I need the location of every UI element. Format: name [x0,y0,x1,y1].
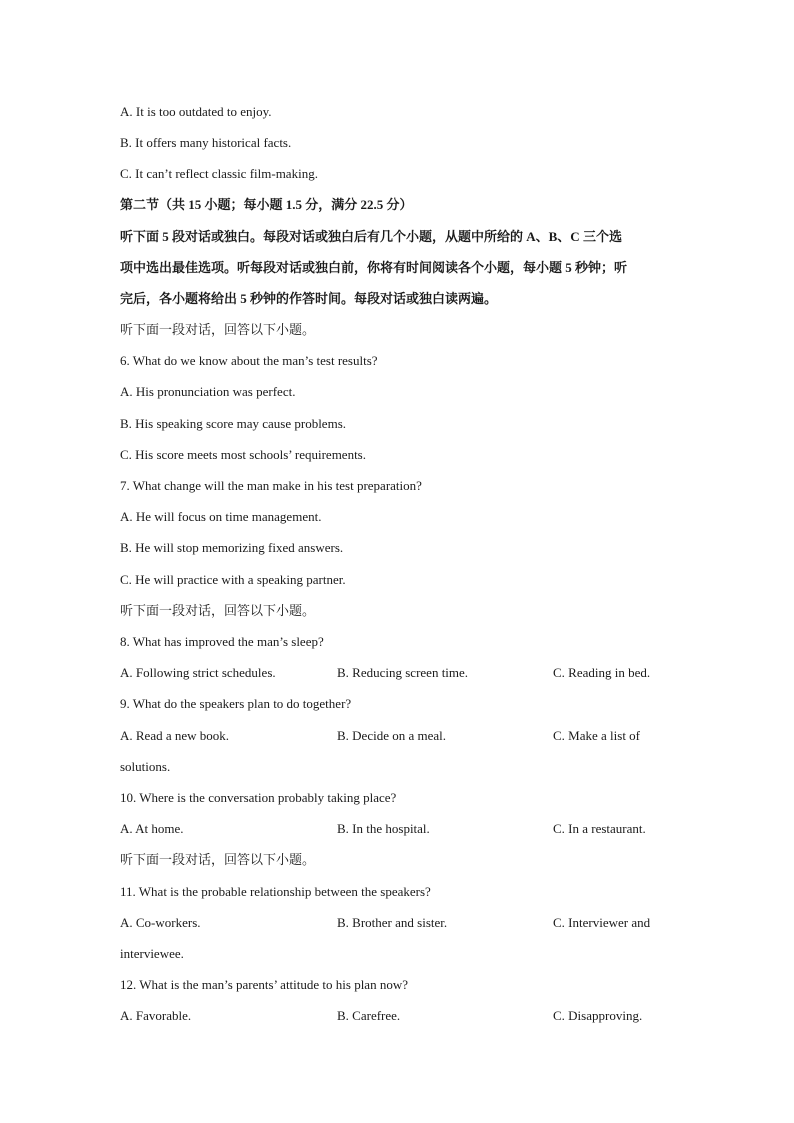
question-9-option-c: C. Make a list of [553,728,641,743]
instructions-line-1: 听下面 5 段对话或独白。每段对话或独白后有几个小题，从题中所给的 A、B、C 三个选 [120,229,622,244]
instructions-line-3: 完后，各小题将给出 5 秒钟的作答时间。每段对话或独白读两遍。 [120,291,498,306]
question-7-stem: 7. What change will the man make in his test preparation? [120,478,422,493]
question-10-option-c: C. In a restaurant. [553,821,646,836]
listen-direction: 听下面一段对话，回答以下小题。 [120,603,316,618]
listen-direction: 听下面一段对话，回答以下小题。 [120,852,316,867]
question-8-stem: 8. What has improved the man’s sleep? [120,634,324,649]
question-11-option-c: C. Interviewer and [553,915,651,930]
question-9-option-b: B. Decide on a meal. [337,728,447,743]
section-heading: 第二节（共 15 小题；每小题 1.5 分，满分 22.5 分） [120,197,413,212]
question-11-option-b: B. Brother and sister. [337,915,448,930]
question-7-option-b: B. He will stop memorizing fixed answers. [120,540,344,555]
question-12-stem: 12. What is the man’s parents’ attitude to his plan now? [120,977,408,992]
question-12-option-c: C. Disapproving. [553,1008,643,1023]
question-6-option-c: C. His score meets most schools’ requirements. [120,447,366,462]
question-10-stem: 10. Where is the conversation probably taking place? [120,790,397,805]
question-9-option-c-continued: solutions. [120,759,171,774]
question-8-option-b: B. Reducing screen time. [337,665,469,680]
question-6-stem: 6. What do we know about the man’s test results? [120,353,378,368]
question-10-option-b: B. In the hospital. [337,821,430,836]
question-8-option-c: C. Reading in bed. [553,665,651,680]
question-10-option-a: A. At home. [120,821,184,836]
question-8-option-a: A. Following strict schedules. [120,665,276,680]
question-12-option-a: A. Favorable. [120,1008,192,1023]
prev-option-b: B. It offers many historical facts. [120,135,292,150]
question-11-option-a: A. Co-workers. [120,915,201,930]
question-6-option-b: B. His speaking score may cause problems. [120,416,347,431]
prev-option-c: C. It can’t reflect classic film-making. [120,166,318,181]
question-7-option-a: A. He will focus on time management. [120,509,322,524]
question-9-stem: 9. What do the speakers plan to do together? [120,696,352,711]
prev-option-a: A. It is too outdated to enjoy. [120,104,272,119]
question-11-stem: 11. What is the probable relationship between the speakers? [120,884,431,899]
question-9-option-a: A. Read a new book. [120,728,230,743]
listen-direction: 听下面一段对话，回答以下小题。 [120,322,316,337]
question-11-option-c-continued: interviewee. [120,946,184,961]
question-7-option-c: C. He will practice with a speaking partner. [120,572,346,587]
instructions-line-2: 项中选出最佳选项。听每段对话或独白前，你将有时间阅读各个小题，每小题 5 秒钟；听 [120,260,628,275]
question-6-option-a: A. His pronunciation was perfect. [120,384,296,399]
question-12-option-b: B. Carefree. [337,1008,401,1023]
